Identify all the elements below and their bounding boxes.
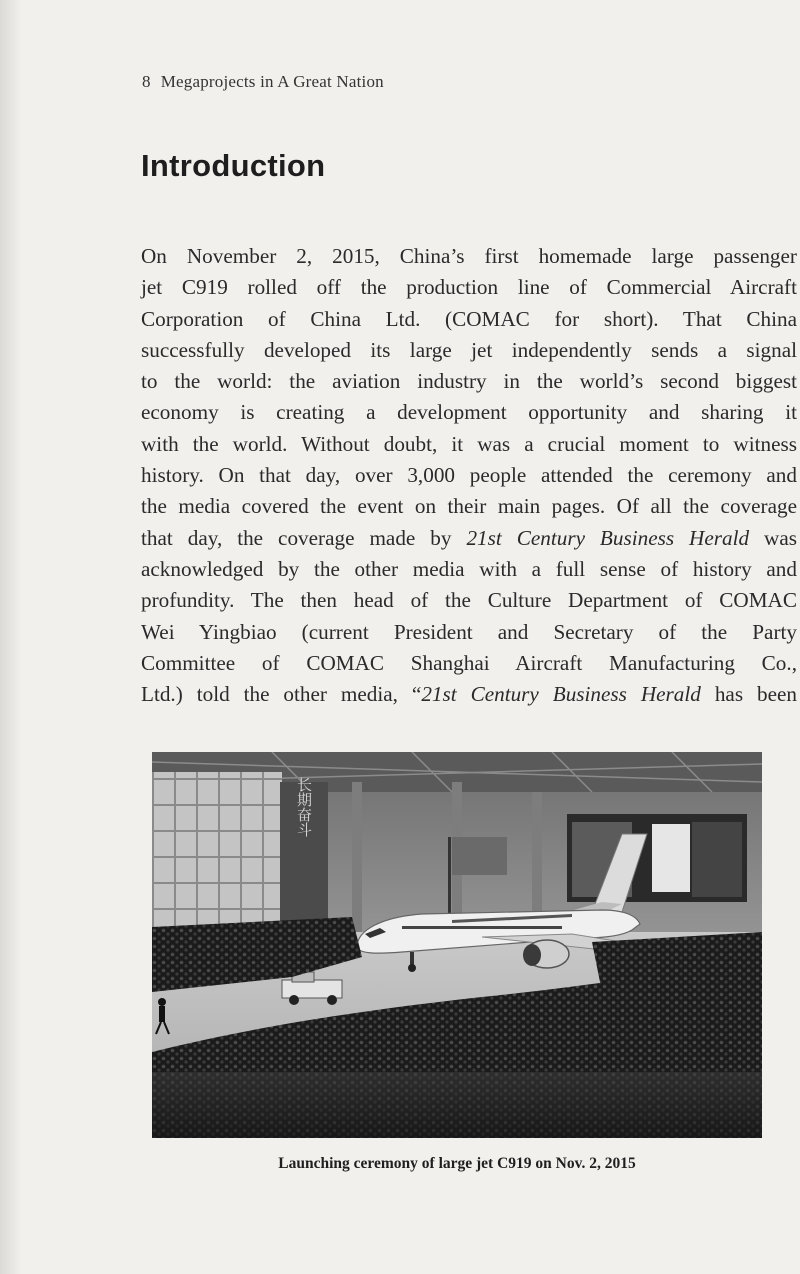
text-line: history. On that day, over 3,000 people attended the ceremony and (141, 463, 797, 488)
text-line: Committee of COMAC Shanghai Aircraft Manufacturing Co., (141, 650, 797, 675)
figure-caption: Launching ceremony of large jet C919 on Nov. 2, 2015 (278, 1155, 636, 1172)
text-fragment: was (749, 525, 797, 550)
text-line-with-italic (141, 523, 797, 554)
text-line: to the world: the aviation industry in the world’s second biggest (141, 369, 797, 394)
hangar-illustration (152, 752, 762, 1138)
text-line: the media covered the event on their main pages. Of all the coverage (141, 494, 797, 519)
body-paragraph (141, 241, 797, 710)
section-title: Introduction (141, 148, 326, 183)
italic-title: 21st Century Business Herald (466, 525, 750, 550)
running-header (142, 72, 384, 92)
text-line: jet C919 rolled off the production line of Commercial Aircraft (141, 275, 797, 300)
text-fragment: that day, the coverage made by (141, 525, 467, 550)
text-line: profundity. The then head of the Culture Department of COMAC (141, 588, 797, 613)
book-title: Megaprojects in A Great Nation (160, 72, 384, 91)
text-line-with-italic (141, 679, 797, 710)
text-fragment: has been (700, 682, 798, 707)
text-fragment: Ltd.) told the other media, “ (141, 682, 422, 707)
page-number: 8 (142, 72, 151, 91)
text-line: acknowledged by the other media with a full sense of history and (141, 556, 797, 581)
text-line: Wei Yingbiao (current President and Secretary of the Party (141, 619, 797, 644)
text-line: On November 2, 2015, China’s first homemade large passenger (141, 244, 797, 268)
text-line: economy is creating a development opportunity and sharing it (141, 400, 797, 425)
text-line: with the world. Without doubt, it was a crucial moment to witness (141, 431, 797, 456)
banner-text: 长期奋斗 (295, 777, 313, 837)
ceremony-photo (152, 752, 762, 1138)
italic-title: 21st Century Business Herald (421, 682, 701, 707)
text-line: successfully developed its large jet independently sends a signal (141, 337, 797, 362)
page-edge-shadow (0, 0, 22, 1274)
text-line: Corporation of China Ltd. (COMAC for short). That China (141, 306, 797, 331)
